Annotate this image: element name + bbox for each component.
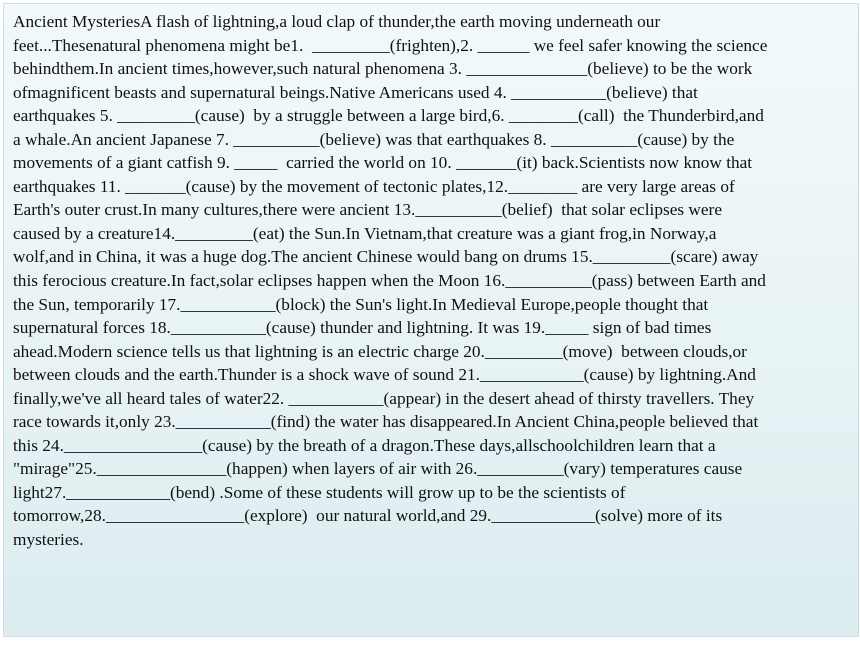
- passage-line: tomorrow,28.________________(explore) our natural world,and 29.____________(solve) more of its: [13, 506, 723, 526]
- passage-line: supernatural forces 18.___________(cause) thunder and lightning. It was 19._____ sign of bad times: [13, 318, 712, 338]
- passage-line: Earth's outer crust.In many cultures,there were ancient 13.__________(belief) that solar eclipses were: [13, 200, 722, 220]
- passage-line: between clouds and the earth.Thunder is a shock wave of sound 21.____________(cause) by lightning.And: [13, 365, 756, 385]
- passage-line: Ancient MysteriesA flash of lightning,a loud clap of thunder,the earth moving underneath our: [13, 12, 661, 31]
- passage-line: the Sun, temporarily 17.___________(block) the Sun's light.In Medieval Europe,people thought that: [13, 294, 709, 314]
- passage-line: wolf,and in China, it was a huge dog.The ancient Chinese would bang on drums 15._________(scare) away: [13, 247, 759, 267]
- passage-line: earthquakes 11. _______(cause) by the movement of tectonic plates,12.________ are very large areas of: [13, 176, 735, 196]
- cloze-passage: [13, 10, 853, 552]
- passage-line: finally,we've all heard tales of water22. ___________(appear) in the desert ahead of thirsty travellers. They: [13, 388, 755, 408]
- passage-line: earthquakes 5. _________(cause) by a struggle between a large bird,6. ________(call) the Thunderbird,and: [13, 106, 764, 126]
- passage-line: "mirage"25._______________(happen) when layers of air with 26.__________(vary) temperatures cause: [13, 459, 743, 479]
- slide-background: [3, 3, 859, 637]
- passage-line: this 24.________________(cause) by the breath of a dragon.These days,allschoolchildren learn that a: [13, 435, 716, 455]
- passage-line: ofmagnificent beasts and supernatural beings.Native Americans used 4. ___________(believe) that: [13, 82, 698, 102]
- passage-line: movements of a giant catfish 9. _____ carried the world on 10. _______(it) back.Scientists now know that: [13, 153, 753, 173]
- passage-line: a whale.An ancient Japanese 7. __________(believe) was that earthquakes 8. __________(cause) by the: [13, 129, 735, 149]
- passage-line: this ferocious creature.In fact,solar eclipses happen when the Moon 16.__________(pass) between Earth and: [13, 271, 766, 291]
- passage-line: mysteries.: [13, 530, 84, 550]
- passage-line: race towards it,only 23.___________(find) the water has disappeared.In Ancient China,people believed that: [13, 412, 759, 432]
- passage-line: ahead.Modern science tells us that lightning is an electric charge 20._________(move) between clouds,or: [13, 341, 747, 361]
- passage-line: caused by a creature14._________(eat) the Sun.In Vietnam,that creature was a giant frog,in Norway,a: [13, 223, 717, 243]
- passage-line: light27.____________(bend) .Some of these students will grow up to be the scientists of: [13, 482, 626, 502]
- passage-line: feet...Thesenatural phenomena might be1. _________(frighten),2. ______ we feel safer knowing the science: [13, 35, 768, 55]
- passage-line: behindthem.In ancient times,however,such natural phenomena 3. ______________(believe) to be the work: [13, 59, 753, 79]
